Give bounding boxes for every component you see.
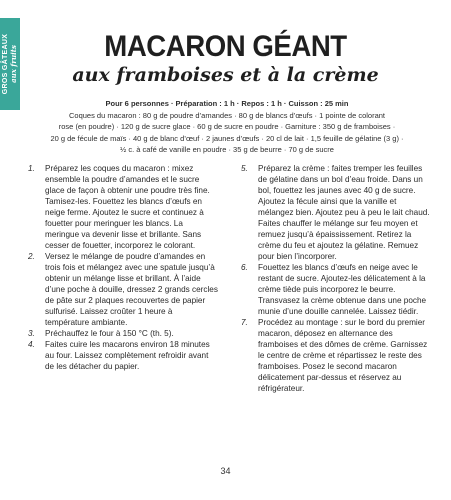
recipe-title: MACARON GÉANT: [104, 30, 347, 63]
step-number: 7.: [241, 318, 248, 327]
ingredients-line: Coques du macaron : 80 g de poudre d’amandes · 80 g de blancs d’œufs · 1 pointe de colorant: [68, 110, 386, 120]
category-tab-line2: aux fruits: [9, 45, 19, 83]
category-tab-line1: GROS GÂTEAUX: [2, 33, 10, 95]
page-number: 34: [220, 466, 231, 476]
recipe-meta: [36, 98, 418, 156]
ingredients-line: rose (en poudre) · 120 g de sucre glace · 60 g de sucre en poudre · Garniture : 350 g de framboises ·: [58, 122, 396, 131]
step-item: [28, 339, 218, 372]
recipe-meta-summary: Pour 6 personnes · Préparation : 1 h · Repos : 1 h · Cuisson : 25 min: [105, 99, 349, 108]
step-item: [28, 328, 218, 339]
step-number: 4.: [28, 340, 35, 349]
step-number: 3.: [28, 329, 35, 338]
step-item: [28, 163, 218, 251]
steps-column-right: [241, 163, 431, 394]
step-text: Versez le mélange de poudre d’amandes en trois fois et mélangez avec une spatule jusqu’à obtenir un mélange lisse et brillant. À l’aide d’une poche à douille, dressez 2 grands cercles de pâte sur 2 plaques recouvertes de papier sulfurisé. Laissez croûter 1 heure à température ambiante.: [45, 252, 218, 327]
ingredients-line: 20 g de fécule de maïs · 40 g de blanc d’œuf · 2 jaunes d’œufs · 20 cl de lait · 1,5 feuille de gélatine (3 g) ·: [50, 133, 404, 143]
step-text: Préchauffez le four à 150 °C (th. 5).: [45, 329, 174, 338]
ingredients-line: ½ c. à café de vanille en poudre · 35 g de beurre · 70 g de sucre: [120, 145, 334, 154]
step-number: 2.: [28, 252, 35, 261]
step-text: Préparez la crème : faites tremper les feuilles de gélatine dans un bol d’eau froide. Dans un bol, fouettez les jaunes avec 40 g de sucre. Ajoutez la fécule ainsi que la vanille et mélangez bien. Ajoutez peu à peu le lait chaud. Faites chauffer le mélange sur feu moyen et remuez jusqu’à épaississement. Retirez la crème du feu et ajoutez la gélatine. Remuez pour bien l’incorporer.: [258, 164, 430, 261]
recipe-subtitle: aux framboises et à la crème: [72, 64, 379, 86]
step-text: Préparez les coques du macaron : mixez ensemble la poudre d’amandes et le sucre glace de façon à obtenir une poudre très fine. Tamisez-les. Fouettez les blancs d’œufs en neige ferme. Ajoutez le sucre et continuez à fouetter pour meringuer les blancs. La meringue va devenir lisse et brillante. Sans cesser de fouetter, incorporez le colorant.: [45, 164, 210, 250]
step-number: 5.: [241, 164, 248, 173]
step-item: [241, 317, 431, 394]
step-item: [241, 262, 431, 317]
step-text: Faites cuire les macarons environ 18 minutes au four. Laissez complètement refroidir avant de les détacher du papier.: [45, 340, 210, 371]
step-text: Procédez au montage : sur le bord du premier macaron, déposez en alternance des framboises et des dômes de crème. Garnissez le centre de crème et répartissez le reste des framboises. Posez le second macaron délicatement par-dessus et réservez au réfrigérateur.: [258, 318, 428, 393]
step-text: Fouettez les blancs d’œufs en neige avec le restant de sucre. Ajoutez-les délicatement à la crème tiède puis incorporez le beurre. Transvasez la crème obtenue dans une poche munie d’une douille cannelée. Laissez tiédir.: [258, 263, 427, 316]
step-number: 1.: [28, 164, 35, 173]
steps-column-left: [28, 163, 218, 372]
step-number: 6.: [241, 263, 248, 272]
step-item: [28, 251, 218, 328]
step-item: [241, 163, 431, 262]
